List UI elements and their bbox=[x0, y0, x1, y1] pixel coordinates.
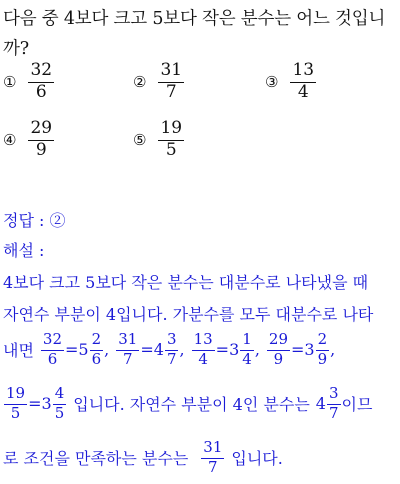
eq2-eq: =4 bbox=[140, 340, 164, 360]
line4-tail: 이므 bbox=[341, 395, 373, 415]
option-1-marker: ① bbox=[3, 72, 17, 91]
eq5-eq: =3 bbox=[28, 394, 52, 414]
eq4-mixed: $\frac{2}{9}$ bbox=[317, 330, 328, 368]
explanation-line-3 bbox=[3, 332, 335, 368]
question-text bbox=[3, 4, 397, 64]
line5-prefix: 로 조건을 만족하는 분수는 bbox=[3, 449, 189, 469]
explanation-line-2: 자연수 부분이 4입니다. 가분수를 모두 대분수로 나타 bbox=[3, 305, 374, 324]
eq3-mixed: $\frac{1}{4}$ bbox=[242, 330, 252, 368]
line5-suffix: 입니다. bbox=[231, 449, 283, 469]
eq2-improper: $\frac{31}{7}$ bbox=[118, 330, 138, 368]
explanation-label: 해설 : bbox=[3, 241, 45, 260]
eq2-sep: , bbox=[179, 340, 185, 360]
eq1-mixed: $\frac{2}{6}$ bbox=[91, 330, 102, 368]
line4-fraction: $\frac{3}{7}$ bbox=[328, 384, 339, 422]
option-4-fraction: $\frac{29}{9}$ bbox=[30, 118, 53, 160]
line4-text: 입니다. 자연수 부분이 4인 분수는 bbox=[73, 395, 310, 415]
option-5-fraction: $\frac{19}{5}$ bbox=[160, 118, 183, 160]
line4-whole: 4 bbox=[315, 394, 326, 414]
explanation-line-1: 4보다 크고 5보다 작은 분수는 대분수로 나타냈을 때 bbox=[3, 273, 369, 292]
option-5-marker: ⑤ bbox=[133, 130, 147, 149]
option-4-marker: ④ bbox=[3, 130, 17, 149]
eq3-improper: $\frac{13}{4}$ bbox=[193, 330, 213, 368]
eq2-mixed: $\frac{3}{7}$ bbox=[166, 330, 177, 368]
line3-prefix: 내면 bbox=[3, 341, 34, 361]
eq4-sep: , bbox=[330, 340, 336, 360]
option-5[interactable] bbox=[133, 120, 184, 160]
option-3[interactable] bbox=[265, 62, 316, 102]
explanation-line-4 bbox=[3, 386, 372, 422]
eq1-sep: , bbox=[104, 340, 110, 360]
eq4-improper: $\frac{29}{9}$ bbox=[268, 330, 288, 368]
eq3-eq: =3 bbox=[215, 340, 240, 360]
option-4[interactable] bbox=[3, 120, 54, 160]
eq1-eq: =5 bbox=[65, 340, 89, 360]
eq5-mixed: $\frac{4}{5}$ bbox=[54, 384, 65, 422]
eq3-sep: , bbox=[254, 340, 260, 360]
option-1-fraction: $\frac{32}{6}$ bbox=[30, 60, 53, 102]
option-2-marker: ② bbox=[133, 72, 147, 91]
line5-fraction: $\frac{31}{7}$ bbox=[203, 438, 223, 476]
option-2-fraction: $\frac{31}{7}$ bbox=[160, 60, 183, 102]
answer-label: 정답 : ② bbox=[3, 211, 66, 230]
option-2[interactable] bbox=[133, 62, 184, 102]
eq5-improper: $\frac{19}{5}$ bbox=[6, 384, 26, 422]
explanation-line-5 bbox=[3, 440, 283, 476]
eq4-eq: =3 bbox=[291, 340, 315, 360]
question-line-2: 까? bbox=[3, 39, 29, 59]
option-3-fraction: $\frac{13}{4}$ bbox=[292, 60, 315, 102]
option-3-marker: ③ bbox=[265, 72, 279, 91]
eq1-improper: $\frac{32}{6}$ bbox=[42, 330, 63, 368]
question-line-1: 다음 중 4보다 크고 5보다 작은 분수는 어느 것입니 bbox=[3, 9, 386, 29]
option-1[interactable] bbox=[3, 62, 54, 102]
